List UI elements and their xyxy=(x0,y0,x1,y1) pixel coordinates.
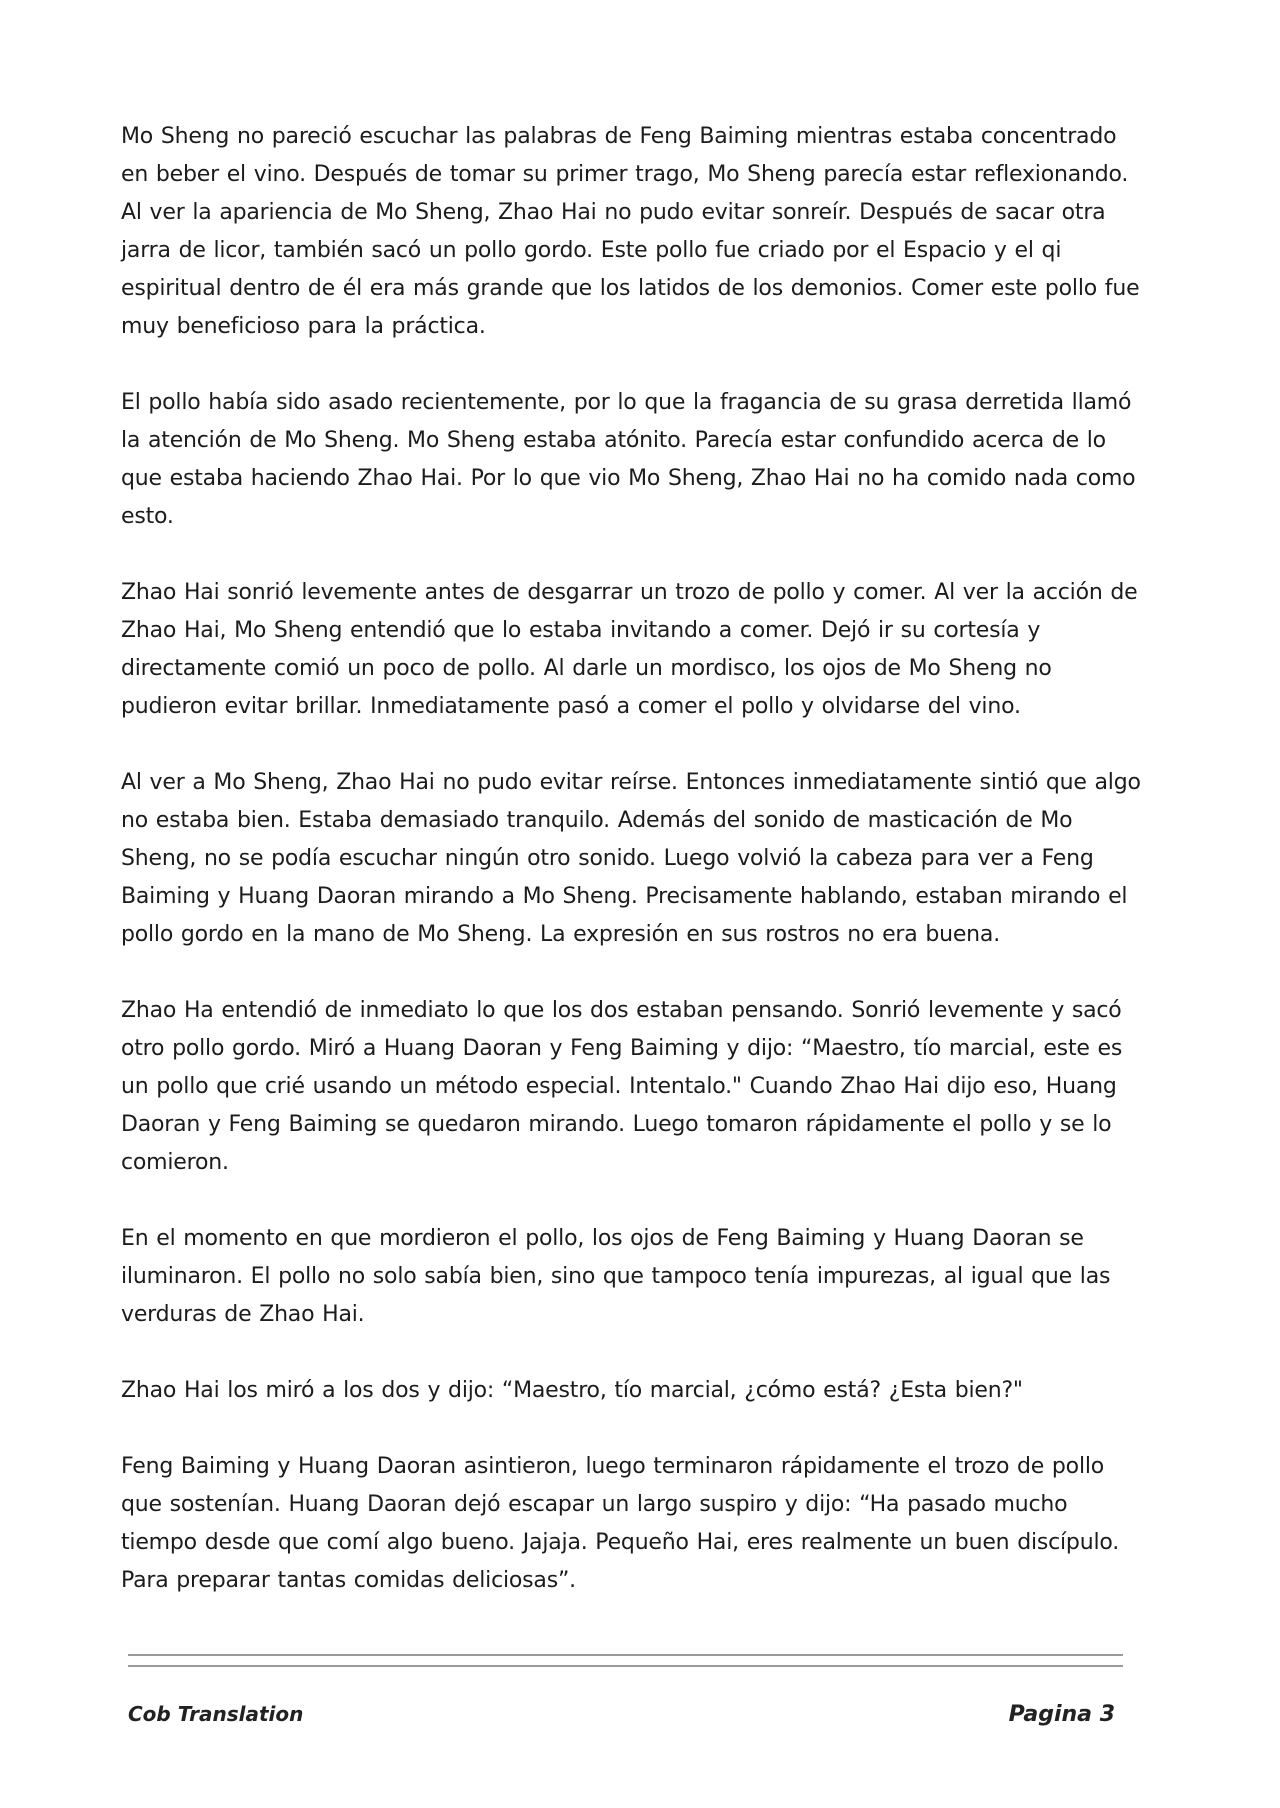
paragraph: Zhao Hai sonrió levemente antes de desgarrar un trozo de pollo y comer. Al ver la acción de Zhao Hai, Mo Sheng entendió que lo estaba invitando a comer. Dejó ir su cortesía y directamente comió un poco de pollo. Al darle un mordisco, los ojos de Mo Sheng no pudieron evitar brillar. Inmediatamente pasó a comer el pollo y olvidarse del vino. xyxy=(121,580,1138,719)
paragraph: En el momento en que mordieron el pollo, los ojos de Feng Baiming y Huang Daoran se iluminaron. El pollo no solo sabía bien, sino que tampoco tenía impurezas, al igual que las verduras de Zhao Hai. xyxy=(121,1226,1111,1327)
body-text xyxy=(121,118,1141,1638)
paragraph: El pollo había sido asado recientemente, por lo que la fragancia de su grasa derretida llamó la atención de Mo Sheng. Mo Sheng estaba atónito. Parecía estar confundido acerca de lo que estaba haciendo Zhao Hai. Por lo que vio Mo Sheng, Zhao Hai no ha comido nada como esto. xyxy=(121,390,1136,529)
footer-translator: Cob Translation xyxy=(128,1702,304,1726)
page-number: Pagina 3 xyxy=(1008,1702,1115,1727)
paragraph: Mo Sheng no pareció escuchar las palabras de Feng Baiming mientras estaba concentrado en beber el vino. Después de tomar su primer trago, Mo Sheng parecía estar reflexionando. Al ver la apariencia de Mo Sheng, Zhao Hai no pudo evitar sonreír. Después de sacar otra jarra de licor, también sacó un pollo gordo. Este pollo fue criado por el Espacio y el qi espiritual dentro de él era más grande que los latidos de los demonios. Comer este pollo fue muy beneficioso para la práctica. xyxy=(121,124,1140,339)
paragraph: Al ver a Mo Sheng, Zhao Hai no pudo evitar reírse. Entonces inmediatamente sintió que algo no estaba bien. Estaba demasiado tranquilo. Además del sonido de masticación de Mo Sheng, no se podía escuchar ningún otro sonido. Luego volvió la cabeza para ver a Feng Baiming y Huang Daoran mirando a Mo Sheng. Precisamente hablando, estaban mirando el pollo gordo en la mano de Mo Sheng. La expresión en sus rostros no era buena. xyxy=(121,770,1141,947)
paragraph: Zhao Hai los miró a los dos y dijo: “Maestro, tío marcial, ¿cómo está? ¿Esta bien?" xyxy=(121,1378,1023,1403)
footer-divider xyxy=(128,1665,1123,1667)
paragraph: Feng Baiming y Huang Daoran asintieron, luego terminaron rápidamente el trozo de pollo que sostenían. Huang Daoran dejó escapar un largo suspiro y dijo: “Ha pasado mucho tiempo desde que comí algo bueno. Jajaja. Pequeño Hai, eres realmente un buen discípulo. Para preparar tantas comidas deliciosas”. xyxy=(121,1454,1120,1593)
paragraph: Zhao Ha entendió de inmediato lo que los dos estaban pensando. Sonrió levemente y sacó otro pollo gordo. Miró a Huang Daoran y Feng Baiming y dijo: “Maestro, tío marcial, este es un pollo que crié usando un método especial. Intentalo." Cuando Zhao Hai dijo eso, Huang Daoran y Feng Baiming se quedaron mirando. Luego tomaron rápidamente el pollo y se lo comieron. xyxy=(121,998,1123,1175)
footer-divider xyxy=(128,1654,1123,1656)
